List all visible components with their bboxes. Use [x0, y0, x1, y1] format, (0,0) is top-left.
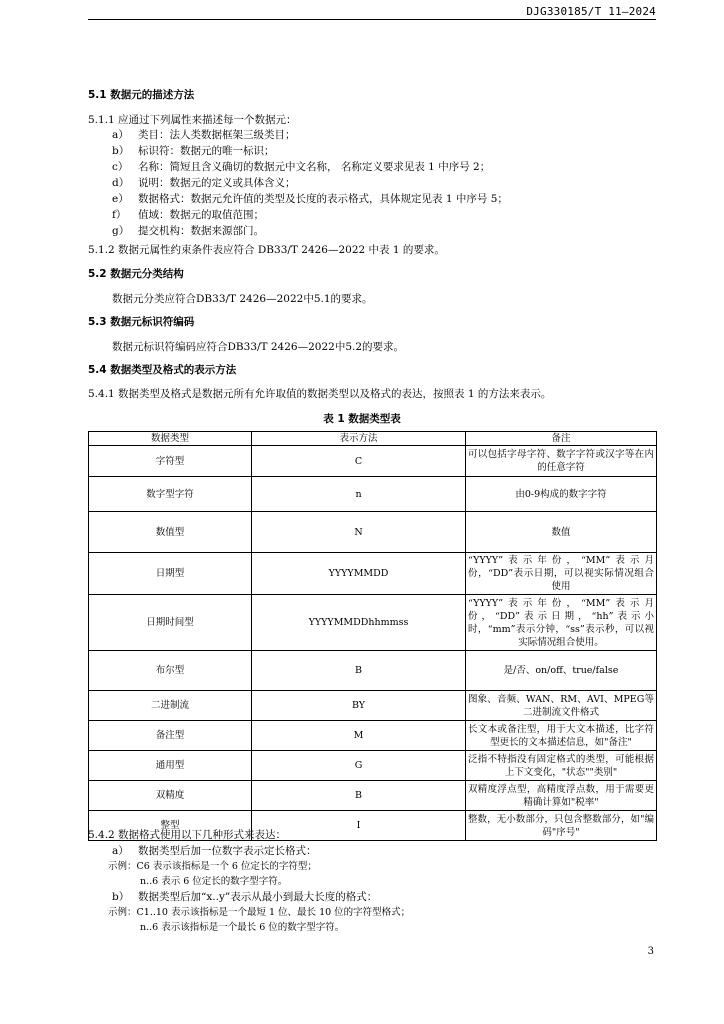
table-cell: 泛指不特指没有固定格式的类型，可能根据上下文变化，"状态""类别" [466, 751, 657, 781]
list-item [112, 176, 296, 190]
example-line: 示例：C6 表示该指标是一个 6 位定长的字符型； [108, 861, 317, 872]
table-header-cell: 备注 [466, 432, 657, 446]
table-header-row [89, 432, 657, 446]
table-cell: YYYYMMDDhhmmss [252, 595, 466, 651]
list-item-label: a） [112, 845, 129, 857]
table-row [89, 512, 657, 553]
section-5-4-heading: 5.4 数据类型及格式的表示方法 [88, 364, 237, 376]
list-item-label: d） [112, 177, 130, 189]
table-cell: B [252, 781, 466, 811]
list-item [112, 160, 490, 174]
list-item [112, 224, 264, 238]
clause-5-1-2: 5.1.2 数据元属性约束条件表应符合 DB33/T 2426—2022 中表 1 的要求。 [88, 244, 445, 256]
example-line: n..6 表示 6 位定长的数字型字符。 [140, 876, 288, 887]
list-item-text: 类目：法人类数据框架三级类目； [138, 129, 296, 141]
example-line: 示例：C1..10 表示该指标是一个最短 1 位、最长 10 位的字符型格式； [108, 907, 411, 918]
table-row [89, 477, 657, 512]
table-row [89, 446, 657, 477]
table-cell: 布尔型 [89, 651, 252, 691]
table-cell: 双精度 [89, 781, 252, 811]
table-cell: 二进制流 [89, 691, 252, 721]
table-row [89, 781, 657, 811]
page-number: 3 [647, 946, 654, 957]
table-cell: 日期型 [89, 553, 252, 595]
list-item-text: 提交机构：数据来源部门。 [138, 225, 264, 237]
table-cell: 字符型 [89, 446, 252, 477]
table-row [89, 651, 657, 691]
list-item-label: b） [112, 145, 130, 157]
clause-5-1-1: 5.1.1 应通过下列属性来描述每一个数据元： [88, 114, 297, 126]
clause-5-4-2: 5.4.2 数据格式使用以下几种形式来表达： [88, 829, 287, 841]
list-item [112, 208, 264, 222]
table-header-cell: 数据类型 [89, 432, 252, 446]
table-cell: M [252, 721, 466, 751]
list-item [112, 192, 508, 206]
table-row [89, 691, 657, 721]
table-cell: B [252, 651, 466, 691]
table-cell: 通用型 [89, 751, 252, 781]
table-row [89, 751, 657, 781]
table-cell: 整型 [89, 811, 252, 841]
list-item [112, 844, 317, 858]
list-item-label: g） [112, 225, 130, 237]
list-item-text: 数据格式：数据元允许值的类型及长度的表示格式，具体规定见表 1 中序号 5； [138, 193, 508, 205]
table-caption: 表 1 数据类型表 [323, 413, 401, 425]
section-5-3-body: 数据元标识符编码应符合DB33/T 2426—2022中5.2的要求。 [112, 341, 405, 353]
table-header-cell: 表示方法 [252, 432, 466, 446]
list-item-label: e） [112, 193, 129, 205]
list-item-text: 数据类型后加一位数字表示定长格式： [138, 845, 317, 857]
table-cell: 日期时间型 [89, 595, 252, 651]
table-cell: 整数，无小数部分，只包含整数部分，如"编码"序号" [466, 811, 657, 841]
document-code: DJG330185/T 11—2024 [526, 5, 656, 18]
list-item-text: 值域：数据元的取值范围； [138, 209, 264, 221]
table-cell: G [252, 751, 466, 781]
table-cell: 数值型 [89, 512, 252, 553]
table-cell: 图象、音频、WAN、RM、AVI、MPEG等二进制流文件格式 [466, 691, 657, 721]
table-cell: n [252, 477, 466, 512]
table-cell: 双精度浮点型，高精度浮点数，用于需要更精确计算如"税率" [466, 781, 657, 811]
table-cell: 是/否、on/off、true/false [466, 651, 657, 691]
table-cell: “YYYY”表示年份，“MM”表示月份，“DD”表示日期，可以视实际情况组合使用 [466, 553, 657, 595]
list-item [112, 890, 377, 904]
table-cell: 可以包括字母字符、数字字符或汉字等在内的任意字符 [466, 446, 657, 477]
table-cell: C [252, 446, 466, 477]
section-5-1-heading: 5.1 数据元的描述方法 [88, 89, 195, 101]
list-item-text: 名称：简短且含义确切的数据元中文名称， 名称定义要求见表 1 中序号 2； [138, 161, 491, 173]
list-item-text: 说明：数据元的定义或具体含义； [138, 177, 296, 189]
section-5-3-heading: 5.3 数据元标识符编码 [88, 316, 195, 328]
table-cell: BY [252, 691, 466, 721]
header-rule [88, 19, 656, 20]
table-row [89, 721, 657, 751]
table-cell: YYYYMMDD [252, 553, 466, 595]
table-cell: 数值 [466, 512, 657, 553]
data-type-table [88, 431, 657, 841]
clause-5-4-1: 5.4.1 数据类型及格式是数据元所有允许取值的数据类型以及格式的表达，按照表 1 的方法来表示。 [88, 388, 552, 400]
example-line: n..6 表示该指标是一个最长 6 位的数字型字符。 [140, 922, 345, 933]
section-5-2-heading: 5.2 数据元分类结构 [88, 268, 184, 280]
table-cell: N [252, 512, 466, 553]
table-cell: 长文本或备注型，用于大文本描述，比字符型更长的文本描述信息，如"备注" [466, 721, 657, 751]
section-5-2-body: 数据元分类应符合DB33/T 2426—2022中5.1的要求。 [112, 293, 373, 305]
table-cell: 数字型字符 [89, 477, 252, 512]
table-row [89, 595, 657, 651]
list-item-label: b） [112, 891, 130, 903]
list-item [112, 144, 275, 158]
list-item-label: a） [112, 129, 129, 141]
list-item-text: 标识符：数据元的唯一标识； [138, 145, 275, 157]
table-cell: I [252, 811, 466, 841]
table-cell: 由0-9构成的数字字符 [466, 477, 657, 512]
list-item-text: 数据类型后加“x..y”表示从最小到最大长度的格式： [138, 891, 378, 903]
list-item-label: f） [112, 209, 127, 221]
table-row [89, 553, 657, 595]
list-item [112, 128, 296, 142]
table-cell: “YYYY”表示年份，“MM”表示月份，“DD”表示日期，“hh”表示小时，“mm”表示分钟，“ss”表示秒，可以视实际情况组合使用。 [466, 595, 657, 651]
table-cell: 备注型 [89, 721, 252, 751]
list-item-label: c） [112, 161, 129, 173]
